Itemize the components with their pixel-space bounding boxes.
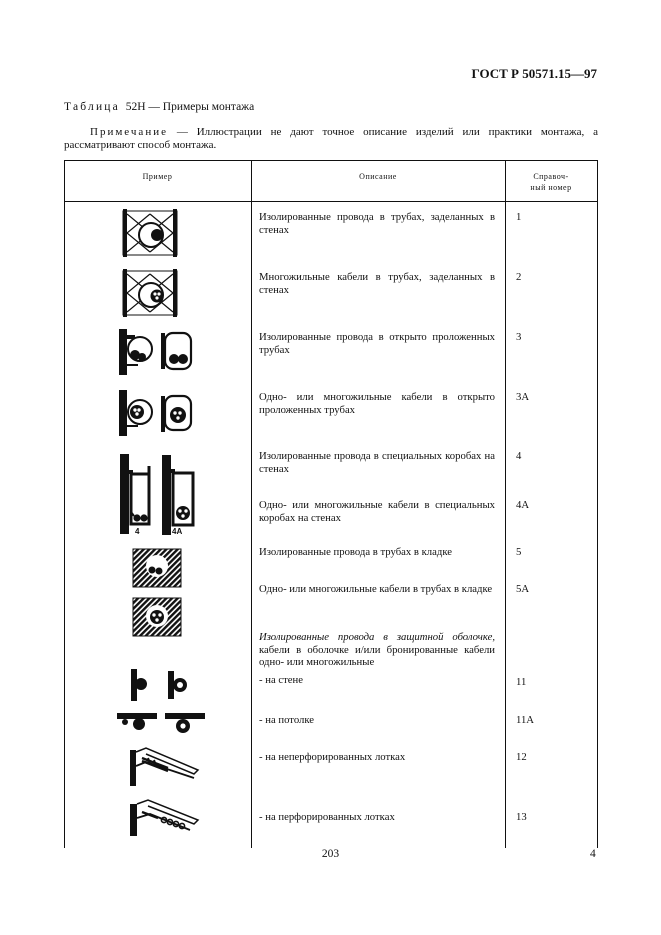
row-description: Одно- или многожильные кабели в трубах в кладке xyxy=(259,583,493,595)
row-reference-number: 5А xyxy=(516,583,530,595)
perforated-tray-icon xyxy=(128,796,200,840)
subrow-reference-number: 12 xyxy=(516,751,527,763)
row-description: Изолированные провода в трубах в кладке xyxy=(259,546,452,558)
note-text: — Иллюстрации не дают точное описание изделий или практики монтажа, а рассматривают способ монтажа. xyxy=(64,126,598,151)
group-description-italic: Изолированные провода в защитной оболочке, xyxy=(259,631,495,643)
column-divider-2 xyxy=(505,160,506,848)
table-title-text: — Примеры монтажа xyxy=(145,101,255,113)
subrow-reference-number: 11 xyxy=(516,676,527,688)
conduit-in-wall-insulated-icon xyxy=(121,208,179,258)
table-left-border xyxy=(64,160,65,848)
row-reference-number: 5 xyxy=(516,546,522,558)
page-number: 203 xyxy=(321,848,340,860)
group-description-rest: кабели в оболочке и/или бронированные кабели одно- или многожильные xyxy=(259,643,495,668)
subrow-description: - на потолке xyxy=(259,714,315,726)
subrow-reference-number: 13 xyxy=(516,811,527,823)
column-header-description: Описание xyxy=(359,172,397,181)
row-description: Изолированные провода в специальных коробах на стенах xyxy=(259,450,495,475)
table-title-label: Таблица xyxy=(64,101,120,113)
group-description xyxy=(259,631,495,669)
table-right-border xyxy=(597,160,598,848)
row-description: Изолированные провода в трубах, заделанных в стенах xyxy=(259,211,495,236)
subrow-reference-number: 11А xyxy=(516,714,535,726)
document-number-header: ГОСТ Р 50571.15—97 xyxy=(471,66,597,81)
subrow-description: - на перфорированных лотках xyxy=(259,811,395,823)
table-title-number: 52Н xyxy=(125,101,146,113)
subrow-description: - на стене xyxy=(259,674,303,686)
open-conduit-multicore-icon xyxy=(118,388,194,438)
table-title xyxy=(64,101,254,113)
row-reference-number: 2 xyxy=(516,271,522,283)
cable-on-ceiling-icon xyxy=(115,710,207,742)
column-header-ref-1: Справоч- xyxy=(533,172,569,181)
table-top-border xyxy=(64,160,598,161)
figure-label-4: 4 xyxy=(135,527,140,536)
cable-on-wall-icon xyxy=(125,668,191,702)
row-description: Многожильные кабели в трубах, заделанных в стенах xyxy=(259,271,495,296)
column-header-example: Пример xyxy=(142,172,173,181)
note-label: Примечание xyxy=(90,126,168,138)
unperforated-tray-icon xyxy=(128,744,200,788)
column-divider-1 xyxy=(251,160,252,848)
conduit-in-wall-multicore-icon xyxy=(121,268,179,318)
row-description: Изолированные провода в открыто проложенных трубах xyxy=(259,331,495,356)
row-description: Одно- или многожильные кабели в открыто проложенных трубах xyxy=(259,391,495,416)
figure-label-4a: 4А xyxy=(172,527,183,536)
conduit-in-masonry-multicore-icon xyxy=(132,597,182,637)
row-reference-number: 4А xyxy=(516,499,530,511)
table-header-border xyxy=(64,201,598,202)
row-reference-number: 3А xyxy=(516,391,530,403)
sheet-number: 4 xyxy=(590,848,596,860)
column-header-ref-2: ный номер xyxy=(530,183,572,192)
table-note xyxy=(64,126,598,152)
row-reference-number: 4 xyxy=(516,450,522,462)
conduit-in-masonry-insulated-icon xyxy=(132,548,182,588)
open-conduit-insulated-icon xyxy=(118,327,194,377)
row-description: Одно- или многожильные кабели в специальных коробах на стенах xyxy=(259,499,495,524)
row-reference-number: 3 xyxy=(516,331,522,343)
subrow-description: - на неперфорированных лотках xyxy=(259,751,406,763)
row-reference-number: 1 xyxy=(516,211,522,223)
